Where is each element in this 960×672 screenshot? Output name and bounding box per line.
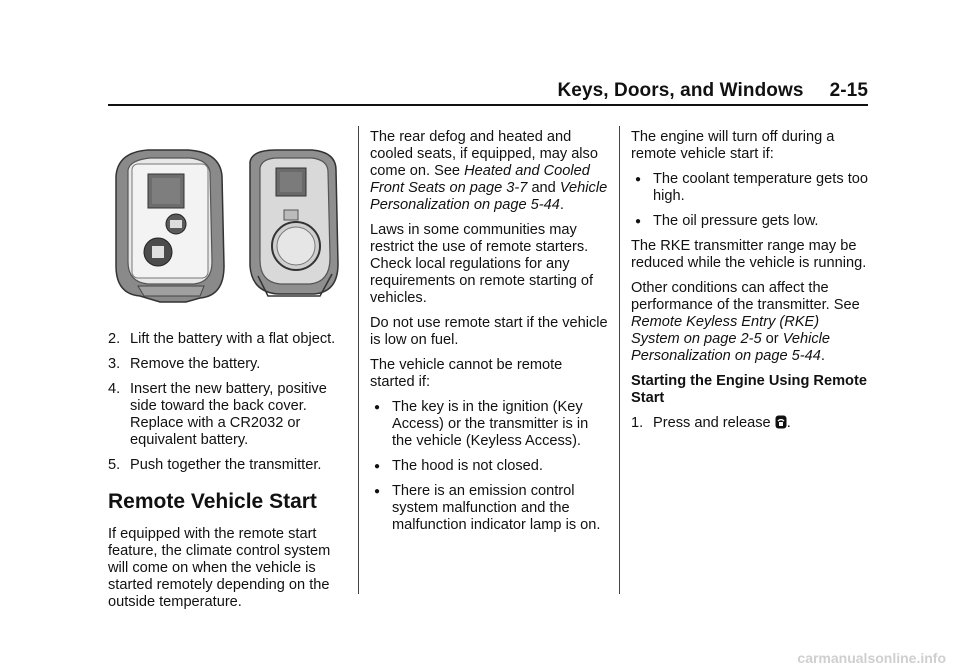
key-fob-battery-illustration: [108, 146, 346, 306]
step-text: [653, 415, 791, 434]
bullet-text: The key is in the ignition (Key Access) or the transmitter is in the vehicle (Keyless Access).: [392, 399, 589, 449]
bullet-item: [631, 171, 869, 205]
bullet-text: The oil pressure gets low.: [653, 213, 819, 229]
step-item: [108, 331, 348, 348]
cross-reference-link[interactable]: Vehicle Personalization on page 5-44: [631, 331, 831, 364]
bullet-item: [370, 399, 608, 450]
column-middle: [370, 129, 608, 542]
column-left: [108, 331, 348, 619]
step-text: Insert the new battery, positive side toward the back cover. Replace with a CR2032 or equivalent battery.: [130, 381, 327, 448]
step-item: [631, 415, 869, 434]
paragraph: Do not use remote start if the vehicle is low on fuel.: [370, 315, 608, 348]
text: The rear defog and heated and cooled seats, if equipped, may also come on. See: [370, 129, 598, 179]
step-text: Push together the transmitter.: [130, 457, 322, 473]
cross-reference-link[interactable]: Heated and Cooled Front Seats on page 3-7: [370, 163, 590, 196]
subheading: Starting the Engine Using Remote Start: [631, 373, 867, 406]
step-item: [108, 457, 348, 474]
page-number: 2-15: [829, 80, 868, 101]
step-number: 5.: [108, 457, 121, 473]
header-rule: [108, 104, 868, 106]
paragraph: [370, 129, 608, 214]
column-right: [631, 129, 869, 442]
bullet-text: The coolant temperature gets too high.: [653, 171, 868, 204]
step-end: .: [786, 415, 791, 431]
bullet-icon: ●: [374, 402, 381, 413]
bullet-item: [631, 213, 869, 230]
text: Other conditions can affect the performance of the transmitter. See: [631, 280, 860, 313]
paragraph: The vehicle cannot be remote started if:: [370, 357, 563, 390]
bullet-icon: ●: [374, 461, 381, 472]
intro-paragraph: If equipped with the remote start feature, the climate control system will come on when the vehicle is started remotely depending on the outside temperature.: [108, 526, 331, 610]
bullet-item: [370, 458, 608, 475]
paragraph: [631, 280, 869, 365]
paragraph: The RKE transmitter range may be reduced while the vehicle is running.: [631, 238, 867, 271]
step-number: 2.: [108, 331, 121, 347]
key-fob-drawing: [108, 146, 346, 306]
step-item: [108, 356, 348, 373]
text: .: [820, 348, 825, 364]
text: or: [761, 331, 783, 347]
step-label: Press and release: [653, 415, 771, 431]
paragraph: The engine will turn off during a remote vehicle start if:: [631, 129, 835, 162]
bullet-icon: ●: [374, 486, 381, 497]
page-header: [108, 80, 868, 106]
bullet-text: There is an emission control system malfunction and the malfunction indicator lamp is on.: [392, 483, 601, 533]
column-divider-2: [619, 126, 620, 594]
section-title: Keys, Doors, and Windows: [557, 80, 804, 101]
paragraph: Laws in some communities may restrict the use of remote starters. Check local regulations for any requirements on remote starting of vehicles.: [370, 222, 594, 306]
text: .: [559, 197, 564, 213]
column-divider-1: [358, 126, 359, 594]
bullet-icon: ●: [635, 174, 642, 185]
cross-reference-link[interactable]: Vehicle Personalization on page 5-44: [370, 180, 608, 213]
step-text: Lift the battery with a flat object.: [130, 331, 336, 347]
remote-start-icon: [775, 415, 787, 434]
bullet-item: [370, 483, 608, 534]
bullet-text: The hood is not closed.: [392, 458, 543, 474]
step-number: 3.: [108, 356, 121, 372]
section-heading: Remote Vehicle Start: [108, 490, 317, 513]
step-text: Remove the battery.: [130, 356, 261, 372]
step-number: 1.: [631, 415, 644, 431]
bullet-icon: ●: [635, 216, 642, 227]
step-number: 4.: [108, 381, 121, 397]
step-item: [108, 381, 348, 449]
cross-reference-link[interactable]: Remote Keyless Entry (RKE) System on page 2-5: [631, 314, 820, 347]
watermark-text: carmanualsonline.info: [797, 650, 946, 666]
text: and: [527, 180, 560, 196]
